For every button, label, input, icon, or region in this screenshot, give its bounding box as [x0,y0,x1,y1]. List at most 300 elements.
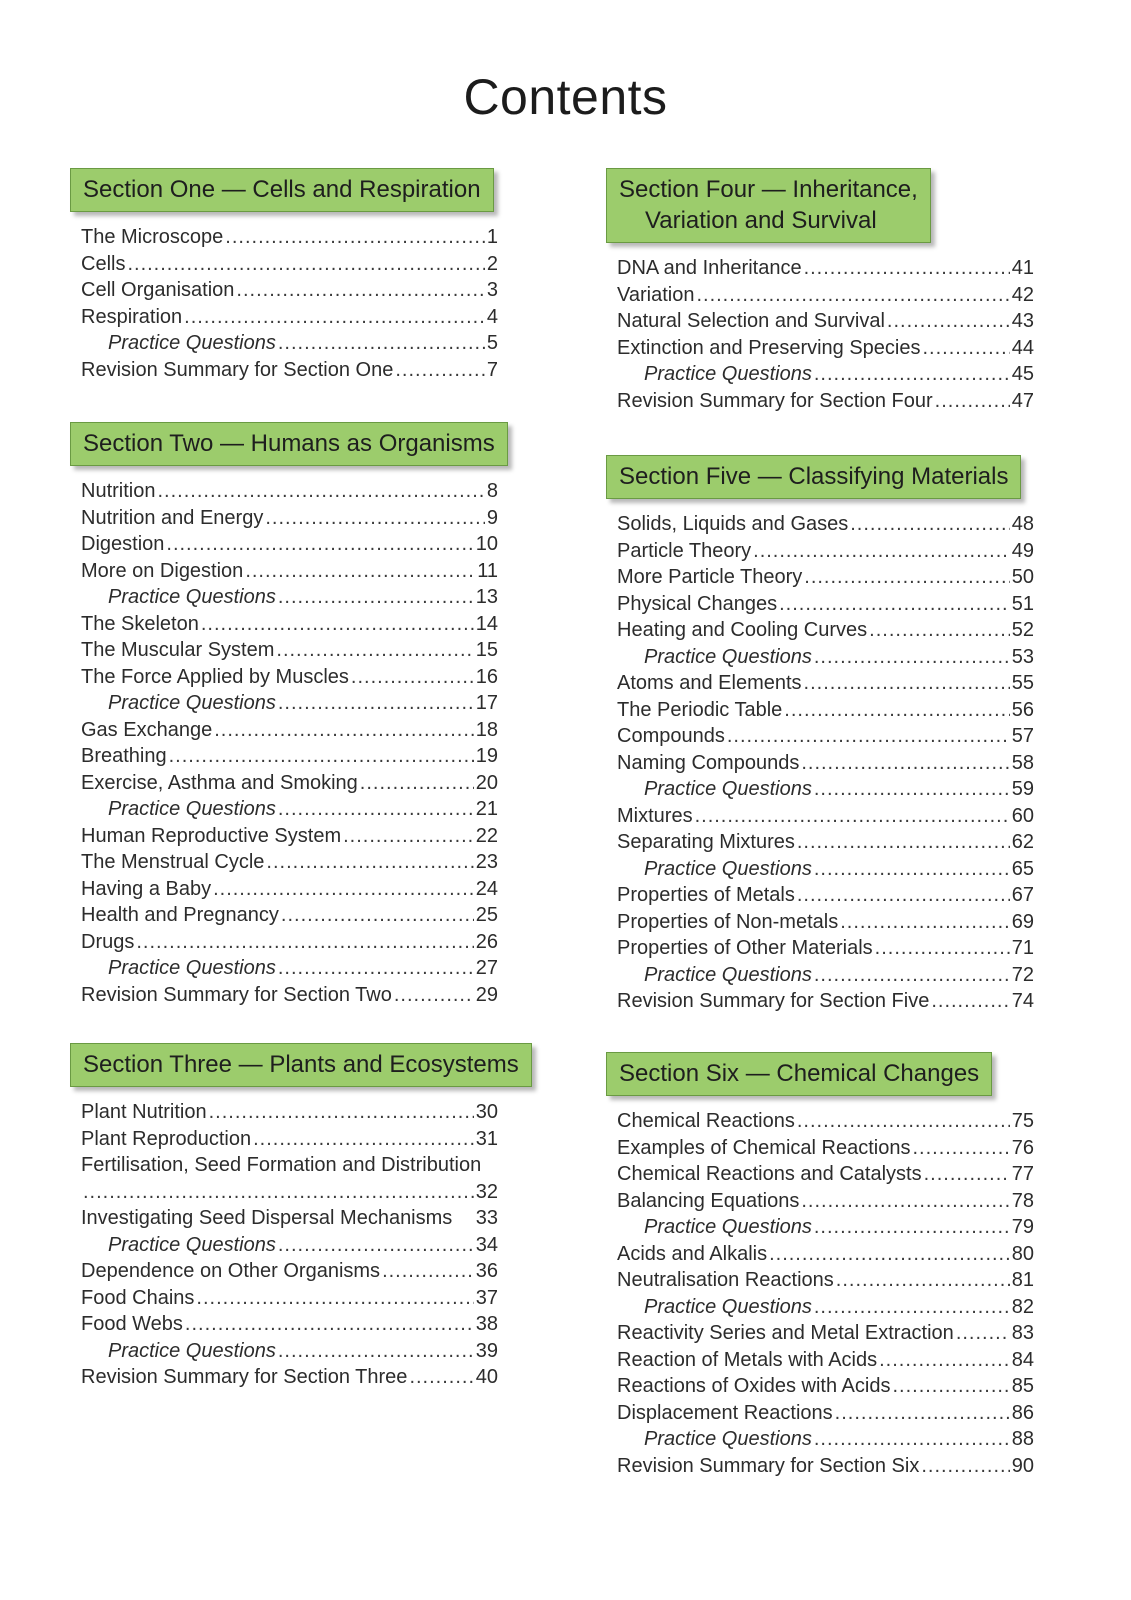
contents-entry[interactable] [81,330,498,357]
practice-questions-label: Practice Questions [108,798,276,820]
entry-title: Health and Pregnancy [81,904,279,926]
page-number: 82 [1011,1295,1034,1318]
contents-entry[interactable] [617,1267,1034,1294]
dot-leader [814,644,1010,671]
dot-leader [278,1232,474,1259]
entry-title: Acids and Alkalis [617,1242,768,1265]
section-header [70,1043,532,1087]
dot-leader [213,876,474,903]
page-number: 45 [1011,363,1034,385]
section-three [70,1043,532,1391]
contents-entry[interactable] [617,1135,1034,1162]
dot-leader [278,330,485,357]
contents-entry[interactable] [81,637,498,664]
contents-entry[interactable] [617,591,1034,618]
contents-entry[interactable] [617,776,1034,803]
contents-list [606,511,1034,1015]
practice-questions-label: Practice Questions [644,1216,812,1238]
dot-leader [912,1135,1009,1162]
contents-entry[interactable] [617,962,1034,989]
page-number: 44 [1011,336,1034,359]
page-number: 88 [1011,1428,1034,1450]
page-number: 47 [1011,389,1034,412]
page-number: 71 [1011,937,1034,959]
entry-title: Properties of Metals [617,884,795,906]
contents-entry[interactable] [617,723,1034,750]
page-title: Contents [463,69,668,125]
contents-entry[interactable] [617,1426,1034,1453]
dot-leader [814,776,1010,803]
dot-leader [892,1373,1009,1400]
entry-title: Having a Baby [81,877,212,900]
page-number: 20 [475,771,498,794]
page-number: 67 [1011,884,1034,906]
page-number: 58 [1011,751,1034,774]
dot-leader [276,637,473,664]
dot-leader [875,935,1010,962]
contents-entry[interactable] [81,1152,498,1205]
dot-leader [351,664,474,691]
page-number: 1 [486,226,498,248]
page-number: 40 [475,1366,498,1388]
entry-title: Revision Summary for Section Four [617,389,933,412]
contents-entry[interactable] [81,1126,498,1153]
page-number: 3 [486,279,498,301]
dot-leader [804,670,1010,697]
dot-leader [185,1311,474,1338]
dot-leader [360,770,474,797]
contents-entry[interactable] [617,988,1034,1015]
section-one [70,168,498,383]
page-number: 39 [475,1339,498,1362]
page-number: 32 [475,1180,498,1203]
entry-title: Balancing Equations [617,1189,800,1212]
page-number: 65 [1011,857,1034,880]
dot-leader [769,1241,1010,1268]
practice-questions-label: Practice Questions [644,778,812,800]
contents-entry[interactable] [617,617,1034,644]
dot-leader [753,538,1010,565]
contents-entry[interactable] [81,1338,498,1365]
entry-title: Reaction of Metals with Acids [617,1348,878,1371]
dot-leader [869,617,1010,644]
dot-leader [209,1099,474,1126]
contents-entry[interactable] [81,304,498,331]
entry-title: Variation [617,283,695,306]
contents-entry[interactable] [81,982,498,1009]
dot-leader [887,308,1010,335]
page-number: 15 [475,639,498,661]
contents-entry[interactable] [81,796,498,823]
contents-entry[interactable] [81,743,498,770]
dot-leader [797,1108,1010,1135]
contents-entry[interactable] [617,1453,1034,1480]
dot-leader [409,1364,473,1391]
entry-title: Drugs [81,930,135,953]
entry-title: Properties of Non-metals [617,910,839,933]
entry-title: Compounds [617,725,725,747]
contents-entry[interactable] [81,1232,498,1259]
page-number: 80 [1011,1242,1034,1265]
dot-leader [695,803,1010,830]
contents-entry[interactable] [617,1373,1034,1400]
entry-title: Revision Summary for Section Five [617,990,930,1012]
dot-leader [801,1188,1009,1215]
practice-questions-label: Practice Questions [108,692,276,714]
contents-entry[interactable] [617,1294,1034,1321]
contents-entry[interactable] [617,308,1034,335]
practice-questions-label: Practice Questions [644,1428,812,1450]
contents-entry[interactable] [617,750,1034,777]
page-number: 74 [1011,990,1034,1012]
page-number: 17 [475,692,498,714]
dot-leader [395,357,485,384]
dot-leader [840,909,1010,936]
page-number: 23 [475,851,498,873]
contents-entry[interactable] [81,531,498,558]
contents-entry[interactable] [81,1205,498,1232]
contents-entry[interactable] [81,558,498,585]
contents-entry[interactable] [617,1347,1034,1374]
page-number: 72 [1011,963,1034,986]
practice-questions-label: Practice Questions [644,363,812,385]
section-header-line1: Section Four — Inheritance, [619,176,918,203]
contents-entry[interactable] [81,611,498,638]
page-number: 8 [486,480,498,502]
page-number: 29 [475,983,498,1006]
page-number: 75 [1011,1110,1034,1132]
section-header [70,168,494,212]
entry-title: Solids, Liquids and Gases [617,513,849,535]
dot-leader [265,505,485,532]
contents-entry[interactable] [617,670,1034,697]
page-number: 19 [475,745,498,767]
contents-entry[interactable] [81,584,498,611]
page-number: 7 [486,358,498,381]
contents-entry[interactable] [81,1311,498,1338]
entry-title: Investigating Seed Dispersal Mechanisms [81,1207,453,1229]
contents-entry[interactable] [81,849,498,876]
practice-questions-label: Practice Questions [644,963,812,986]
dot-leader [804,255,1010,282]
page-number: 57 [1011,725,1034,747]
page-number: 86 [1011,1401,1034,1424]
contents-entry[interactable] [617,882,1034,909]
entry-title: Separating Mixtures [617,831,795,853]
entry-title: DNA and Inheritance [617,257,802,279]
contents-entry[interactable] [617,361,1034,388]
dot-leader [879,1347,1010,1374]
contents-entry[interactable] [617,935,1034,962]
contents-entry[interactable] [81,1364,498,1391]
dot-leader [166,531,473,558]
entry-title: Neutralisation Reactions [617,1269,834,1291]
page-number: 37 [475,1286,498,1309]
contents-entry[interactable] [617,1108,1034,1135]
entry-title: Chemical Reactions and Catalysts [617,1163,922,1185]
entry-title: Mixtures [617,804,693,827]
dot-leader [814,361,1010,388]
dot-leader [814,1214,1010,1241]
entry-title: Atoms and Elements [617,672,802,694]
contents-entry[interactable] [81,251,498,278]
page-number: 31 [475,1127,498,1150]
practice-questions-label: Practice Questions [644,1295,812,1318]
contents-entry[interactable] [81,1285,498,1312]
page-number: 51 [1011,592,1034,615]
entry-title: The Muscular System [81,639,275,661]
practice-questions-label: Practice Questions [108,332,276,354]
dot-leader [225,224,485,251]
dot-leader [245,558,475,585]
contents-entry[interactable] [617,282,1034,309]
entry-title: Digestion [81,533,165,555]
page-number: 33 [475,1207,498,1229]
dot-leader [281,902,474,929]
dot-leader [804,564,1009,591]
contents-entry[interactable] [81,1099,498,1126]
page-number: 49 [1011,539,1034,562]
page-number: 42 [1011,283,1034,306]
entry-title: Nutrition and Energy [81,506,264,529]
page-number: 34 [475,1233,498,1256]
dot-leader [814,962,1010,989]
section-five [606,455,1034,1015]
page-number: 43 [1011,310,1034,332]
contents-entry[interactable] [617,255,1034,282]
contents-entry[interactable] [617,1188,1034,1215]
dot-leader [814,1426,1010,1453]
section-header-line1: Section One — Cells and Respiration [83,176,481,203]
contents-entry[interactable] [617,909,1034,936]
dot-leader [278,690,474,717]
contents-list [606,1108,1034,1479]
contents-list [606,255,1034,414]
section-header-line2: Variation and Survival [645,207,877,234]
page-number: 2 [486,252,498,275]
dot-leader [931,988,1009,1015]
contents-entry[interactable] [617,803,1034,830]
practice-questions-label: Practice Questions [644,857,812,880]
entry-title: Properties of Other Materials [617,937,873,959]
page-number: 76 [1011,1136,1034,1159]
practice-questions-label: Practice Questions [108,1339,276,1362]
contents-entry[interactable] [81,664,498,691]
contents-entry[interactable] [617,856,1034,883]
contents-entry[interactable] [617,388,1034,415]
dot-leader [196,1285,473,1312]
entry-title: Gas Exchange [81,718,213,741]
page-number: 21 [475,798,498,820]
dot-leader [921,1453,1009,1480]
page-number: 30 [475,1101,498,1123]
entry-title: Cell Organisation [81,279,235,301]
entry-title: Breathing [81,745,167,767]
section-header [606,168,931,243]
section-header [70,422,508,466]
page-number: 56 [1011,698,1034,721]
contents-entry[interactable] [81,717,498,744]
entry-title: Dependence on Other Organisms [81,1260,381,1282]
page-number: 55 [1011,672,1034,694]
page-number: 77 [1011,1163,1034,1185]
section-header-line1: Section Six — Chemical Changes [619,1060,980,1087]
contents-entry[interactable] [617,1400,1034,1427]
entry-title: The Microscope [81,226,224,248]
page-number: 11 [477,559,498,582]
contents-entry[interactable] [617,1241,1034,1268]
dot-leader [278,955,474,982]
dot-leader [924,1161,1010,1188]
page-number: 41 [1011,257,1034,279]
section-header [606,455,1021,499]
contents-entry[interactable] [617,829,1034,856]
page-number: 90 [1011,1454,1034,1477]
entry-title: Particle Theory [617,539,752,562]
page-number: 60 [1011,804,1034,827]
contents-entry[interactable] [617,564,1034,591]
dot-leader [814,1294,1010,1321]
page-number: 81 [1011,1269,1034,1291]
section-four [606,168,1034,414]
dot-leader [278,584,474,611]
dot-leader [278,1338,474,1365]
entry-title: Physical Changes [617,592,778,615]
contents-entry[interactable] [81,823,498,850]
dot-leader [784,697,1009,724]
entry-title: Heating and Cooling Curves [617,619,868,641]
page-number: 9 [486,506,498,529]
dot-leader [814,856,1010,883]
contents-entry[interactable] [81,277,498,304]
contents-entry[interactable] [617,644,1034,671]
page-number: 38 [475,1313,498,1335]
dot-leader [835,1400,1010,1427]
entry-title: Food Chains [81,1286,195,1309]
entry-title: Human Reproductive System [81,824,342,847]
entry-title: More Particle Theory [617,566,803,588]
entry-title: Naming Compounds [617,751,800,774]
dot-leader [266,849,473,876]
page-number: 26 [475,930,498,953]
entry-title: The Force Applied by Muscles [81,665,349,688]
page-number: 4 [486,305,498,328]
dot-leader [801,750,1009,777]
dot-leader [956,1320,1010,1347]
dot-leader [343,823,474,850]
page-number: 78 [1011,1189,1034,1212]
practice-questions-label: Practice Questions [644,645,812,668]
dot-leader [136,929,473,956]
contents-entry[interactable] [81,1258,498,1285]
contents-entry[interactable] [81,690,498,717]
entry-title: Cells [81,252,126,275]
contents-entry[interactable] [617,538,1034,565]
page-number: 13 [475,586,498,608]
page-number: 84 [1011,1348,1034,1371]
contents-entry[interactable] [81,224,498,251]
dot-leader [278,796,474,823]
entry-title: Chemical Reactions [617,1110,795,1132]
dot-leader [394,982,474,1009]
entry-title: Revision Summary for Section Two [81,983,392,1006]
entry-title: Plant Reproduction [81,1127,252,1150]
entry-title: Respiration [81,305,183,328]
page-number: 59 [1011,778,1034,800]
contents-list [70,1099,498,1391]
contents-entry[interactable] [617,697,1034,724]
contents-entry[interactable] [81,478,498,505]
contents-entry[interactable] [81,955,498,982]
contents-entry[interactable] [81,357,498,384]
entry-title: Revision Summary for Section One [81,358,394,381]
contents-entry[interactable] [81,902,498,929]
page-number: 53 [1011,645,1034,668]
page-number: 18 [475,718,498,741]
page-number: 50 [1011,566,1034,588]
contents-entry[interactable] [81,876,498,903]
contents-entry[interactable] [617,1214,1034,1241]
contents-entry[interactable] [81,505,498,532]
contents-list [70,478,498,1008]
dot-leader [779,591,1010,618]
entry-title: Plant Nutrition [81,1101,207,1123]
page-number: 79 [1011,1216,1034,1238]
entry-title: Revision Summary for Section Three [81,1366,408,1388]
dot-leader [236,277,484,304]
entry-title: More on Digestion [81,559,244,582]
section-six [606,1052,1034,1479]
dot-leader [201,611,474,638]
contents-list [70,224,498,383]
entry-title: Extinction and Preserving Species [617,336,921,359]
page-number: 16 [475,665,498,688]
dot-leader [923,335,1010,362]
contents-entry[interactable] [617,1161,1034,1188]
section-header-line1: Section Three — Plants and Ecosystems [83,1051,519,1078]
contents-entry[interactable] [617,1320,1034,1347]
page-number: 5 [486,332,498,354]
dot-leader [850,511,1010,538]
contents-entry[interactable] [617,335,1034,362]
dot-leader [797,829,1010,856]
page-number: 27 [475,957,498,979]
dot-leader [382,1258,474,1285]
dot-leader [935,388,1010,415]
section-header [606,1052,992,1096]
page-number: 10 [475,533,498,555]
entry-title: Exercise, Asthma and Smoking [81,771,358,794]
section-header-line1: Section Two — Humans as Organisms [83,430,495,457]
dot-leader [797,882,1010,909]
contents-entry[interactable] [617,511,1034,538]
page-number: 52 [1011,619,1034,641]
page-number: 83 [1011,1322,1034,1344]
dot-leader [727,723,1010,750]
entry-title: Displacement Reactions [617,1401,833,1424]
entry-title: The Periodic Table [617,698,783,721]
page-number: 24 [475,877,498,900]
dot-leader [169,743,474,770]
page-number: 25 [475,904,498,926]
contents-entry[interactable] [81,929,498,956]
contents-entry[interactable] [81,770,498,797]
entry-title: Reactions of Oxides with Acids [617,1375,891,1397]
practice-questions-label: Practice Questions [108,1233,276,1256]
page-number: 22 [475,824,498,847]
dot-leader [157,478,484,505]
dot-leader [127,251,484,278]
